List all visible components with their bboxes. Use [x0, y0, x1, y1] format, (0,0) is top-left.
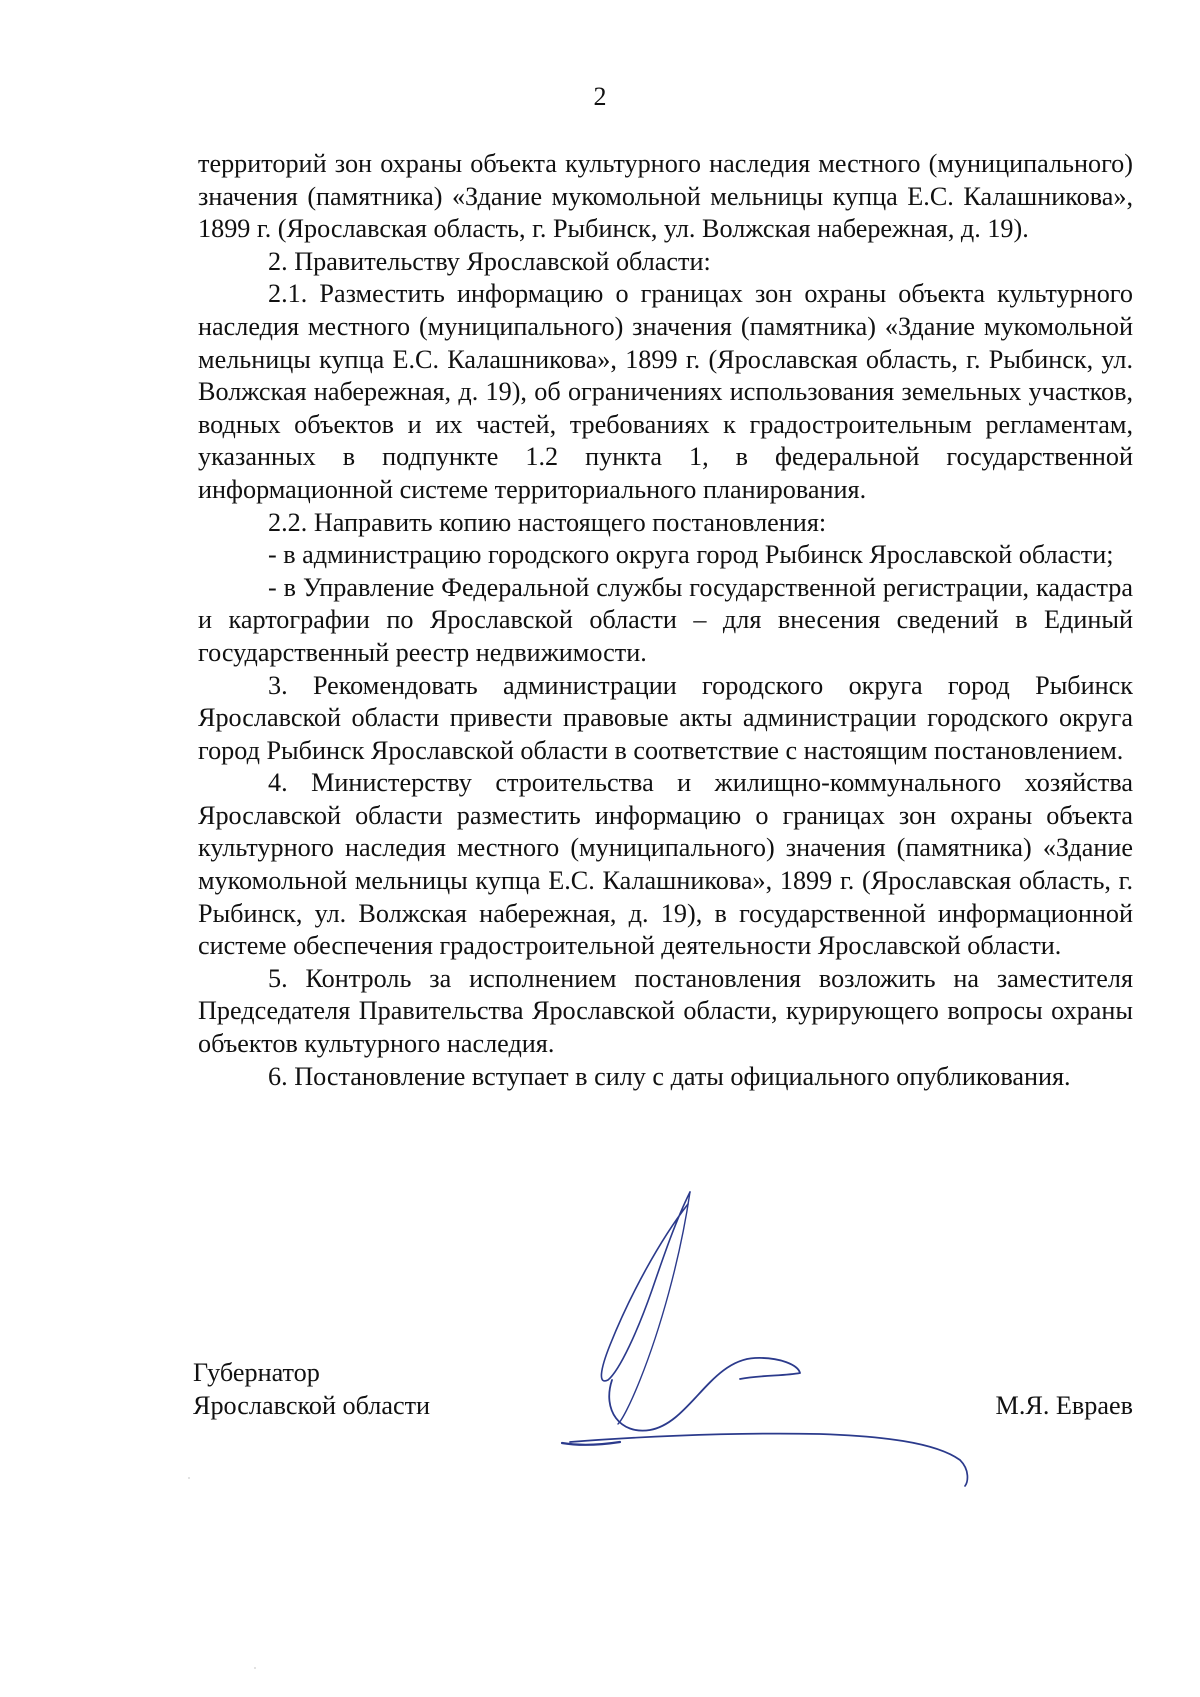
paragraph-item-6: 6. Постановление вступает в силу с даты официального опубликования. [268, 1061, 1071, 1091]
paragraph-item-4: 4. Министерству строительства и жилищно-коммунального хозяйства Ярославской области разместить информацию о границах зон охраны объекта культурного наследия местного (муниципального) значения (памятника) «Здание мукомольной мельницы купца Е.С. Калашникова», 1899 г. (Ярославская область, г. Рыбинск, ул. Волжская набережная, д. 19), в государственной информационной системе обеспечения градостроительной деятельности Ярославской области. [198, 768, 1133, 961]
scan-speck [188, 1477, 190, 1479]
page-number: 2 [593, 82, 607, 111]
paragraph-continuation: территорий зон охраны объекта культурного наследия местного (муниципального) значения (памятника) «Здание мукомольной мельницы купца Е.С. Калашникова», 1899 г. (Ярославская область, г. Рыбинск, ул. Волжская набережная, д. 19). [198, 149, 1133, 244]
paragraph-item-3: 3. Рекомендовать администрации городского округа город Рыбинск Ярославской области привести правовые акты администрации городского округа город Рыбинск Ярославской области в соответствие с настоящим постановлением. [198, 670, 1133, 765]
signatory-title [193, 1356, 430, 1422]
scan-speck [254, 1667, 256, 1669]
paragraph-item-5: 5. Контроль за исполнением постановления возложить на заместителя Председателя Правительства Ярославской области, курирующего вопросы охраны объектов культурного наследия. [198, 963, 1133, 1059]
document-body [198, 148, 1133, 1093]
signatory-name: М.Я. Евраев [995, 1391, 1133, 1420]
paragraph-item-2-2-a: - в администрацию городского округа город Рыбинск Ярославской области; [268, 540, 1114, 570]
signatory-title-line2: Ярославской области [193, 1391, 431, 1420]
paragraph-item-2-2-b: - в Управление Федеральной службы государственной регистрации, кадастра и картографии по Ярославской области – для внесения сведений в Единый государственный реестр недвижимости. [198, 572, 1133, 667]
paragraph-item-2: 2. Правительству Ярославской области: [268, 246, 711, 276]
paragraph-item-2-2: 2.2. Направить копию настоящего постановления: [268, 507, 827, 537]
paragraph-item-2-1: 2.1. Разместить информацию о границах зон охраны объекта культурного наследия местного (муниципального) значения (памятника) «Здание мукомольной мельницы купца Е.С. Калашникова», 1899 г. (Ярославская область, г. Рыбинск, ул. Волжская набережная, д. 19), об ограничениях использования земельных участков, водных объектов и их частей, требованиях к градостроительным регламентам, указанных в подпункте 1.2 пункта 1, в федеральной государственной информационной системе территориального планирования. [198, 279, 1133, 504]
handwritten-signature [540, 1180, 1020, 1490]
signatory-title-line1: Губернатор [193, 1358, 320, 1387]
